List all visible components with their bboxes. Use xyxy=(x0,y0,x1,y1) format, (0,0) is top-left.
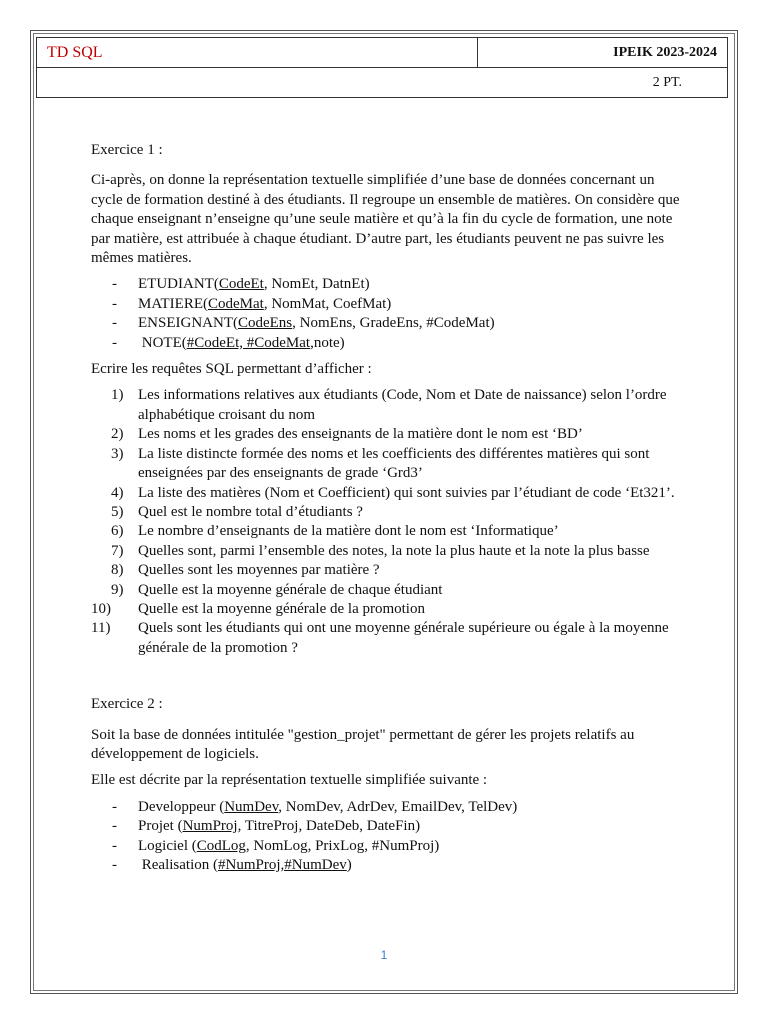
exercise2-schema-list xyxy=(91,798,681,876)
exercise1-intro: Ci-après, on donne la représentation textuelle simplifiée d’une base de données concernant un cycle de formation destiné à des étudiants. Il regroupe un ensemble de matières. On considère que chaque enseignant n’enseigne qu’une seule matière et qu’à la fin du cycle de formation, une note par matière, est attribuée à chaque étudiant. D’autre part, les étudiants peuvent ne pas suivre les mêmes matières. xyxy=(91,172,680,267)
schema-item: - Developpeur (NumDev, NomDev, AdrDev, EmailDev, TelDev) xyxy=(112,798,518,815)
schema-item: - Projet (NumProj, TitreProj, DateDeb, DateFin) xyxy=(112,818,421,835)
exercise1-title: Exercice 1 : xyxy=(91,142,163,158)
query-item: 8) Quelles sont les moyennes par matière ? xyxy=(111,562,380,579)
query-item: 2) Les noms et les grades des enseignants de la matière dont le nom est ‘BD’ xyxy=(111,426,583,443)
query-item: 3) La liste distincte formée des noms et les coefficients des différentes matières qui sont enseignées par des enseignants de grade ‘Grd3’ xyxy=(111,445,650,482)
document-body xyxy=(91,141,681,882)
schema-item: - ENSEIGNANT(CodeEns, NomEns, GradeEns, #CodeMat) xyxy=(112,315,495,332)
query-item: 5) Quel est le nombre total d’étudiants ? xyxy=(111,503,363,520)
query-item: 4) La liste des matières (Nom et Coefficient) qui sont suivies par l’étudiant de code ‘Et321’. xyxy=(111,484,675,501)
query-item: 10) Quelle est la moyenne générale de la promotion xyxy=(91,600,425,617)
exercise2-intro: Soit la base de données intitulée "gestion_projet" permettant de gérer les projets relatifs au développement de logiciels. xyxy=(91,726,635,762)
page-number: 1 xyxy=(380,948,388,962)
exercise1-prompt: Ecrire les requêtes SQL permettant d’afficher : xyxy=(91,361,372,378)
exercise1-schema-list xyxy=(91,275,681,353)
query-item: 9) Quelle est la moyenne générale de chaque étudiant xyxy=(111,581,443,598)
query-item: 1) Les informations relatives aux étudiants (Code, Nom et Date de naissance) selon l’ordre alphabétique croisant du nom xyxy=(111,387,667,423)
institution-year: IPEIK 2023-2024 xyxy=(478,38,728,68)
schema-item: - MATIERE(CodeMat, NomMat, CoefMat) xyxy=(112,295,392,312)
schema-item: - NOTE(#CodeEt, #CodeMat,note) xyxy=(112,334,345,351)
points-label: 2 PT. xyxy=(37,68,728,98)
exercise2-title: Exercice 2 : xyxy=(91,696,163,713)
exercise2-description: Elle est décrite par la représentation textuelle simplifiée suivante : xyxy=(91,772,488,789)
query-item: 7) Quelles sont, parmi l’ensemble des notes, la note la plus haute et la note la plus basse xyxy=(111,542,650,559)
query-item: 11) Quels sont les étudiants qui ont une moyenne générale supérieure ou égale à la moyenne générale de la promotion ? xyxy=(91,620,669,656)
header-table xyxy=(36,37,728,98)
exercise1-query-list xyxy=(91,386,681,658)
document-title: TD SQL xyxy=(37,38,478,68)
schema-item: - ETUDIANT(CodeEt, NomEt, DatnEt) xyxy=(112,276,370,293)
schema-item: - Realisation (#NumProj,#NumDev) xyxy=(112,857,352,873)
query-item: 6) Le nombre d’enseignants de la matière dont le nom est ‘Informatique’ xyxy=(111,523,559,540)
schema-item: - Logiciel (CodLog, NomLog, PrixLog, #NumProj) xyxy=(112,837,440,854)
